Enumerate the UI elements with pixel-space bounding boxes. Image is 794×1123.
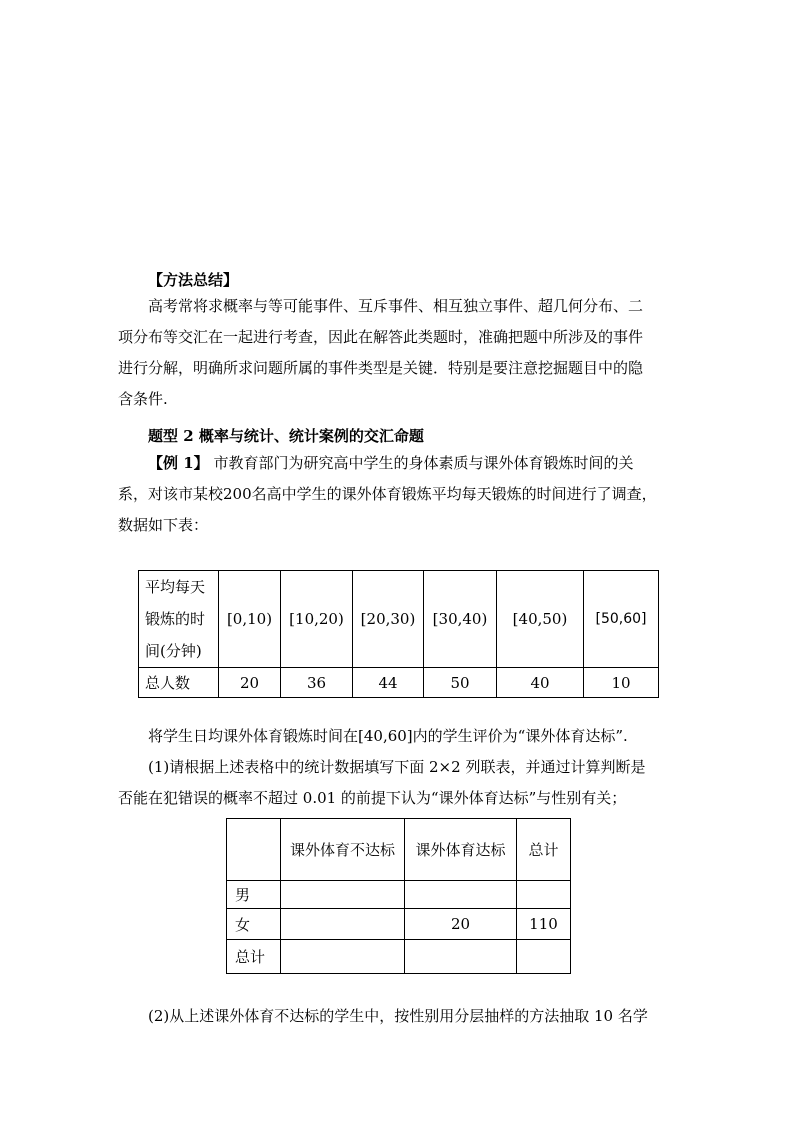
interval-cell: [0,10) — [219, 571, 281, 668]
frequency-table — [138, 570, 659, 698]
interval-cell: [30,40) — [424, 571, 497, 668]
table-cell: 110 — [517, 909, 571, 940]
summary-line-2: 项分布等交汇在一起进行考查，因此在解答此类题时，准确把题中所涉及的事件 — [118, 328, 644, 346]
table-cell — [405, 940, 517, 974]
example-text-1: 市教育部门为研究高中学生的身体素质与课外体育锻炼时间的关 — [208, 454, 634, 472]
count-cell: 44 — [353, 668, 424, 698]
table-cell — [281, 940, 405, 974]
summary-heading: 【方法总结】 — [148, 271, 239, 289]
table-row — [139, 571, 659, 668]
header-line: 间(分钟) — [145, 642, 202, 660]
interval-cell: [50,60] — [584, 571, 659, 668]
summary-line-3: 进行分解，明确所求问题所属的事件类型是关键．特别是要注意挖掘题目中的隐 — [118, 359, 644, 377]
question-2-line-1: (2)从上述课外体育不达标的学生中，按性别用分层抽样的方法抽取 10 名学 — [148, 1007, 648, 1025]
table-row — [227, 819, 571, 881]
column-header: 总计 — [517, 819, 571, 881]
example-line-1 — [148, 453, 633, 473]
column-header: 课外体育不达标 — [281, 819, 405, 881]
summary-line-4: 含条件. — [118, 390, 168, 408]
summary-line-1: 高考常将求概率与等可能事件、互斥事件、相互独立事件、超几何分布、二 — [148, 297, 644, 315]
table-row — [227, 881, 571, 909]
table-cell — [517, 940, 571, 974]
table-cell — [281, 909, 405, 940]
example-label: 【例 1】 — [148, 454, 209, 472]
interval-cell: [40,50) — [497, 571, 584, 668]
column-header: 课外体育达标 — [405, 819, 517, 881]
count-cell: 20 — [219, 668, 281, 698]
question-1-line-2: 否能在犯错误的概率不超过 0.01 的前提下认为“课外体育达标”与性别有关； — [118, 789, 627, 807]
corner-cell — [227, 819, 281, 881]
table-row — [227, 940, 571, 974]
question-1-line-1: (1)请根据上述表格中的统计数据填写下面 2×2 列联表，并通过计算判断是 — [148, 758, 646, 776]
count-cell: 36 — [281, 668, 353, 698]
header-line: 锻炼的时 — [145, 610, 206, 628]
table-cell — [405, 881, 517, 909]
interval-cell: [10,20) — [281, 571, 353, 668]
table-header-cell — [139, 571, 219, 668]
row-label: 总计 — [227, 940, 281, 974]
contingency-table — [226, 818, 571, 974]
section-title: 题型 2 概率与统计、统计案例的交汇命题 — [148, 427, 424, 445]
count-label-cell: 总人数 — [139, 668, 219, 698]
table-row — [227, 909, 571, 940]
count-cell: 10 — [584, 668, 659, 698]
header-line: 平均每天 — [145, 578, 206, 596]
example-line-2: 系，对该市某校200名高中学生的课外体育锻炼平均每天锻炼的时间进行了调查， — [118, 485, 657, 503]
interval-cell: [20,30) — [353, 571, 424, 668]
table-cell: 20 — [405, 909, 517, 940]
standard-definition: 将学生日均课外体育锻炼时间在[40,60]内的学生评价为“课外体育达标”. — [148, 727, 628, 745]
example-line-3: 数据如下表： — [118, 516, 209, 534]
count-cell: 50 — [424, 668, 497, 698]
row-label: 女 — [227, 909, 281, 940]
table-cell — [517, 881, 571, 909]
count-cell: 40 — [497, 668, 584, 698]
table-cell — [281, 881, 405, 909]
table-row — [139, 668, 659, 698]
row-label: 男 — [227, 881, 281, 909]
